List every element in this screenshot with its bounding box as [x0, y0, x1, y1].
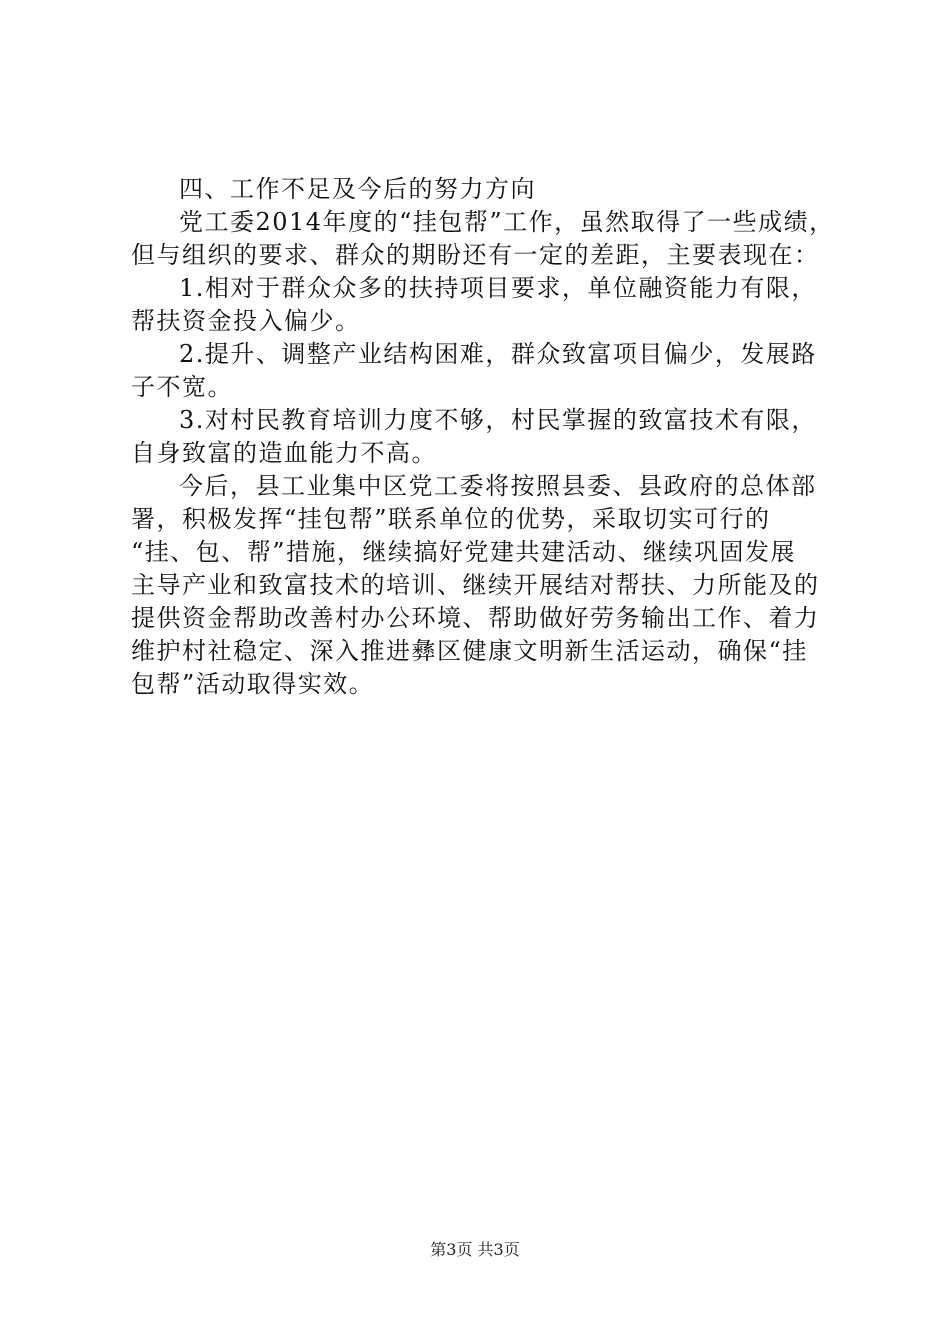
paragraph-line: 提供资金帮助改善村办公环境、帮助做好劳务输出工作、着力	[131, 604, 820, 632]
paragraph-line: 但与组织的要求、群众的期盼还有一定的差距，主要表现在：	[131, 241, 820, 269]
paragraph-line: 今后，县工业集中区党工委将按照县委、县政府的总体部	[179, 472, 817, 500]
page-footer	[0, 1239, 950, 1261]
section-heading: 四、工作不足及今后的努力方向	[179, 175, 536, 203]
paragraph-line: 维护村社稳定、深入推进彝区健康文明新生活运动，确保“挂	[131, 637, 808, 665]
list-item-line: 自身致富的造血能力不高。	[131, 439, 437, 467]
list-item-line: 1.相对于群众众多的扶持项目要求，单位融资能力有限，	[179, 274, 817, 302]
paragraph-line: 主导产业和致富技术的培训、继续开展结对帮扶、力所能及的	[131, 571, 820, 599]
document-body	[131, 173, 835, 701]
paragraph-line: 党工委2014年度的“挂包帮”工作，虽然取得了一些成绩，	[179, 208, 835, 236]
list-item-line: 帮扶资金投入偏少。	[131, 307, 361, 335]
page-number-label: 第3页 共3页	[430, 1240, 520, 1259]
paragraph-line: “挂、包、帮”措施，继续搞好党建共建活动、继续巩固发展	[131, 538, 797, 566]
paragraph-line: 包帮”活动取得实效。	[131, 670, 375, 698]
list-item-line: 子不宽。	[131, 373, 233, 401]
list-item-line: 2.提升、调整产业结构困难，群众致富项目偏少，发展路	[179, 340, 817, 368]
list-item-line: 3.对村民教育培训力度不够，村民掌握的致富技术有限，	[179, 406, 817, 434]
paragraph-line: 署，积极发挥“挂包帮”联系单位的优势，采取切实可行的	[131, 505, 771, 533]
